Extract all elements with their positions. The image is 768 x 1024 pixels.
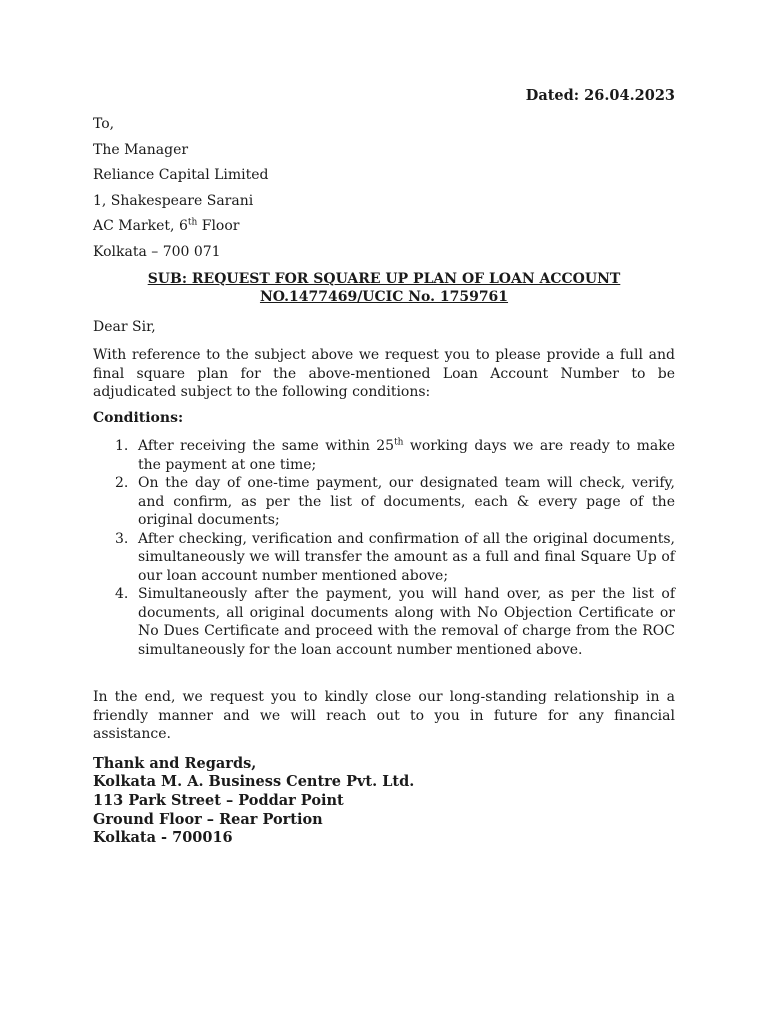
- address-to: To,: [93, 116, 115, 132]
- condition-number: 2.: [115, 475, 129, 491]
- condition-sup: th: [394, 437, 404, 448]
- address-floor-pre: AC Market, 6: [93, 218, 188, 234]
- conditions-heading: Conditions:: [93, 410, 184, 426]
- condition-number: 4.: [115, 586, 129, 602]
- address-floor-sup: th: [187, 217, 198, 228]
- condition-text-post: working days we are ready to make the payment at one time;: [138, 438, 675, 473]
- condition-number: 3.: [115, 530, 129, 547]
- address-street: 1, Shakespeare Sarani: [93, 193, 254, 209]
- signature-company: Kolkata M. A. Business Centre Pvt. Ltd.: [93, 773, 415, 790]
- address-company: Reliance Capital Limited: [93, 167, 269, 183]
- condition-text: Simultaneously after the payment, you will hand over, as per the list of documents, all original documents along with No Objection Certificate or No Dues Certificate and proceed with the removal of charge from the ROC simultaneously for the loan account number mentioned above.: [138, 586, 675, 658]
- subject-heading: [93, 270, 675, 306]
- signature-regards: Thank and Regards,: [93, 755, 257, 772]
- conditions-list: [93, 437, 675, 659]
- signature-street: 113 Park Street – Poddar Point: [93, 792, 344, 809]
- condition-item: [93, 474, 675, 530]
- condition-text: After checking, verification and confirmation of all the original documents, simultaneously we will transfer the amount as a full and final Square Up of our loan account number mentioned above;: [138, 530, 675, 584]
- address-floor-post: Floor: [197, 218, 240, 234]
- condition-text: After receiving the same within 25: [138, 438, 395, 454]
- condition-number: 1.: [115, 438, 129, 454]
- date-line: Dated: 26.04.2023: [525, 87, 675, 104]
- condition-item: [93, 530, 675, 586]
- condition-text: On the day of one-time payment, our designated team will check, verify, and confirm, as per the list of documents, each & every page of the original documents;: [138, 475, 675, 528]
- intro-paragraph: With reference to the subject above we request you to please provide a full and final square plan for the above-mentioned Loan Account Number to be adjudicated subject to the following conditions:: [93, 347, 675, 400]
- signature-floor: Ground Floor – Rear Portion: [93, 811, 323, 828]
- salutation: Dear Sir,: [93, 319, 156, 335]
- signature-city: Kolkata - 700016: [93, 829, 233, 846]
- condition-item: [93, 437, 675, 474]
- address-title: The Manager: [93, 142, 189, 158]
- subject-line-2: NO.1477469/UCIC No. 1759761: [259, 289, 509, 305]
- closing-paragraph: In the end, we request you to kindly close our long-standing relationship in a friendly manner and we will reach out to you in future for any financial assistance.: [93, 689, 675, 742]
- address-city: Kolkata – 700 071: [93, 244, 221, 260]
- subject-line-1: SUB: REQUEST FOR SQUARE UP PLAN OF LOAN ACCOUNT: [147, 271, 621, 287]
- condition-item: [93, 585, 675, 659]
- address-floor: [93, 217, 239, 235]
